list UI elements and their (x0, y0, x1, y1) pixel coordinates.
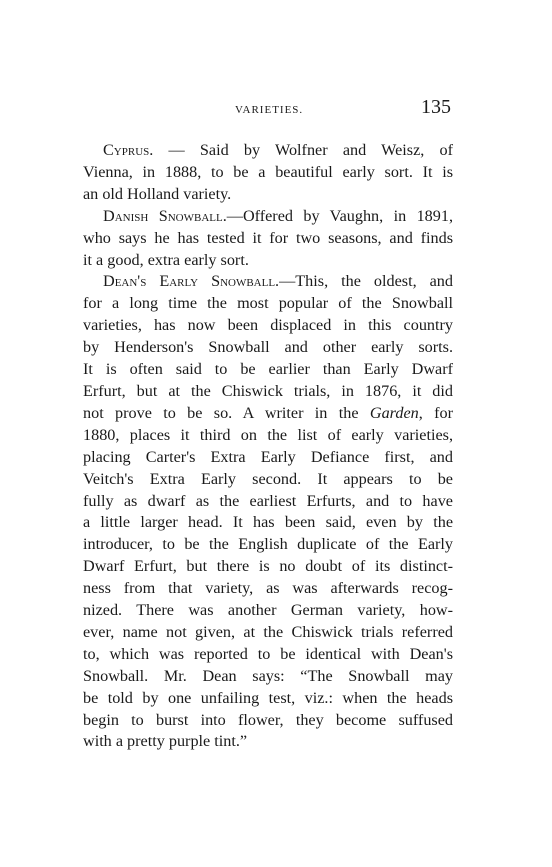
paragraph-dean-line: ever, name not given, at the Chiswick trials referred (83, 622, 453, 641)
paragraph-dean-line: by Henderson's Snowball and other early sorts. (83, 338, 453, 357)
paragraph-cyprus-line-2: Vienna, in 1888, to be a beautiful early sort. It is (83, 162, 453, 181)
variety-heading-deans-early-snowball: Dean's Early Snowball. (103, 272, 280, 291)
paragraph-dean-line: Erfurt, but at the Chiswick trials, in 1876, it did (83, 381, 453, 400)
paragraph-dean-line-garden: not prove to be so. A writer in the Garden, for (83, 403, 453, 422)
paragraph-dean-line: Snowball. Mr. Dean says: “The Snowball may (83, 666, 453, 685)
paragraph-danish-line-2: who says he has tested it for two seasons, and finds (83, 228, 453, 247)
paragraph-danish-line-1: Danish Snowball.—Offered by Vaughn, in 1891, (103, 206, 453, 225)
paragraph-dean-line: to, which was reported to be identical with Dean's (83, 644, 453, 663)
body-text (83, 140, 453, 753)
paragraph-dean-line-1: Dean's Early Snowball.—This, the oldest, and (103, 272, 453, 291)
page-number: 135 (421, 96, 451, 118)
paragraph-cyprus-line-1: Cyprus. — Said by Wolfner and Weisz, of (103, 141, 453, 159)
running-header (0, 96, 552, 120)
paragraph-dean-line: Veitch's Extra Early second. It appears to be (83, 469, 453, 488)
variety-heading-danish-snowball: Danish Snowball. (103, 206, 227, 225)
paragraph-dean-line: 1880, places it third on the list of early varieties, (83, 425, 453, 444)
paragraph-dean-line: It is often said to be earlier than Early Dwarf (83, 360, 453, 379)
variety-heading-cyprus: Cyprus. (103, 141, 154, 159)
paragraph-danish-line-3: it a good, extra early sort. (83, 250, 249, 269)
paragraph-dean-line: fully as dwarf as the earliest Erfurts, and to have (83, 491, 453, 510)
publication-title-garden: Garden (369, 403, 419, 422)
paragraph-dean-line: introducer, to be the English duplicate of the Early (83, 535, 453, 554)
paragraph-dean-line: placing Carter's Extra Early Defiance first, and (83, 447, 453, 466)
paragraph-dean-line: varieties, has now been displaced in this country (83, 316, 453, 335)
paragraph-dean-line: for a long time the most popular of the Snowball (83, 294, 453, 313)
running-title: VARIETIES. (235, 104, 304, 116)
paragraph-dean-line-final: with a pretty purple tint.” (83, 732, 248, 751)
paragraph-dean-line: ness from that variety, as was afterwards recog- (83, 579, 453, 598)
paragraph-dean-line: nized. There was another German variety, how- (83, 601, 453, 620)
paragraph-dean-line: Dwarf Erfurt, but there is no doubt of its distinct- (83, 557, 453, 576)
paragraph-cyprus-line-3: an old Holland variety. (83, 184, 232, 203)
paragraph-dean-line: begin to burst into flower, they become suffused (83, 710, 453, 729)
paragraph-dean-line: a little larger head. It has been said, even by the (83, 513, 453, 532)
paragraph-dean-line: be told by one unfailing test, viz.: when the heads (83, 688, 453, 707)
